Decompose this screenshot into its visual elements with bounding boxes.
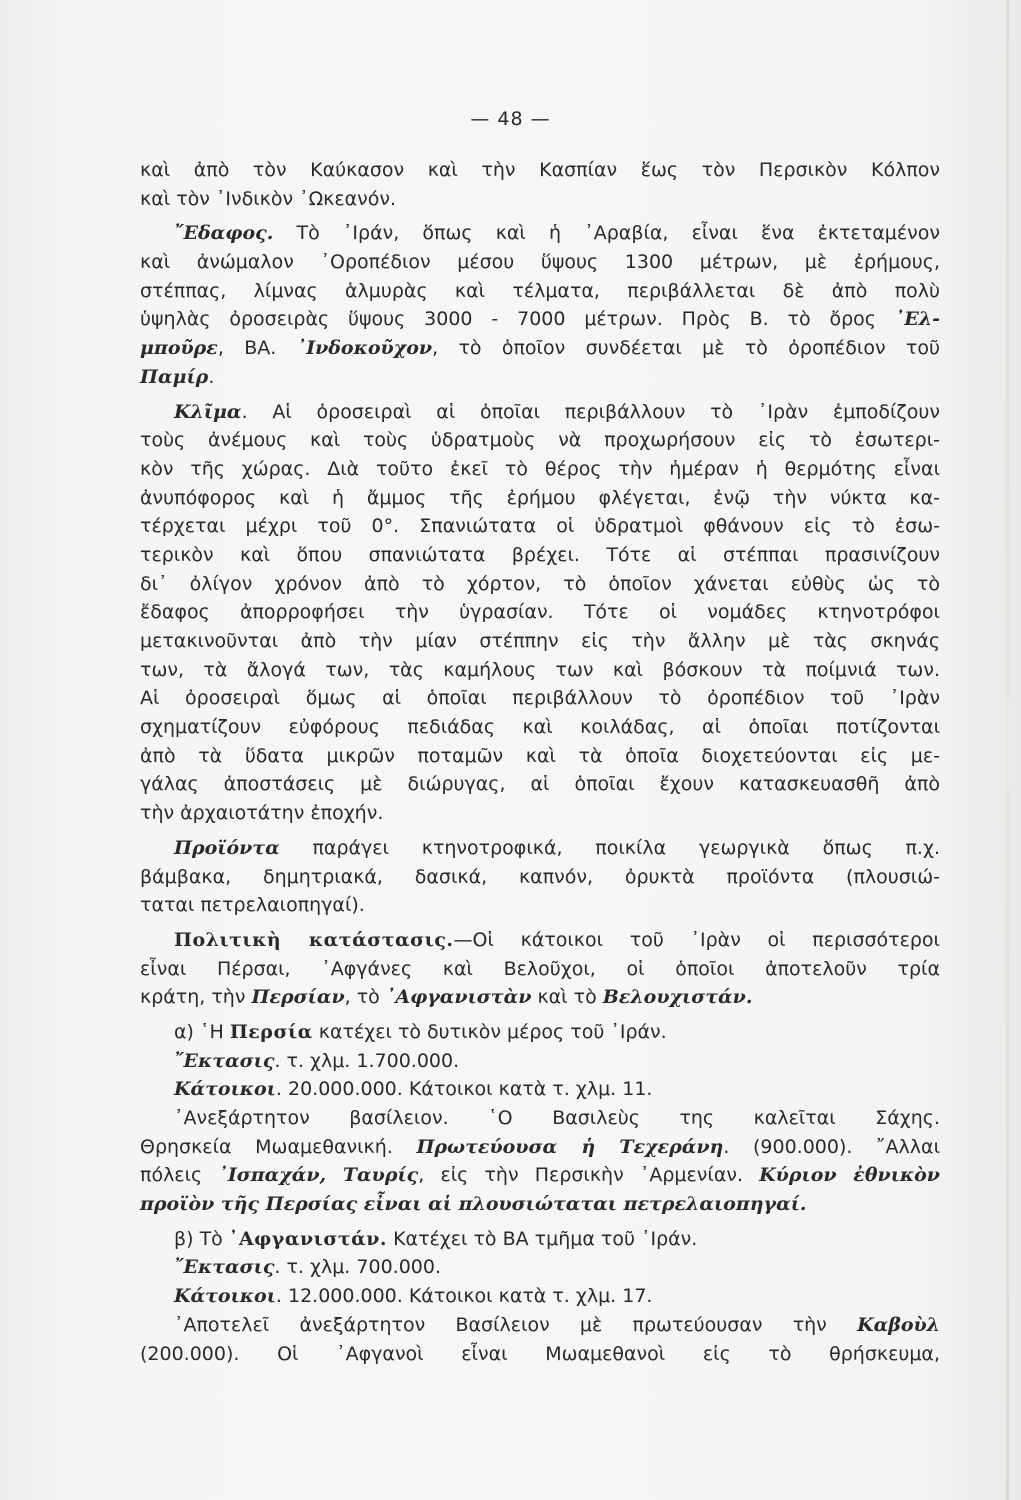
text-line bbox=[140, 1225, 940, 1254]
text-span: . bbox=[208, 365, 215, 388]
text-line bbox=[140, 334, 940, 363]
text-span: α) ῾Η bbox=[174, 1020, 230, 1043]
text-span: Τὸ ᾿Ιράν, ὅπως καὶ ἡ ᾿Αραβία, εἶναι ἕνα ἐκτεταμένον bbox=[273, 222, 940, 245]
text-line: στέππας, λίμνας ἁλμυρὰς καὶ τέλματα, περιβάλλεται δὲ ἀπὸ πολὺ bbox=[140, 279, 940, 302]
text-line bbox=[140, 305, 940, 334]
text-span: . (900.000). ῎Αλλαι bbox=[723, 1135, 940, 1158]
main-product-label: Κύριον ἐθνικὸν bbox=[759, 1164, 940, 1187]
text-line: τὴν ἀρχαιοτάτην ἐποχήν. bbox=[140, 802, 384, 825]
text-span: β) Τὸ bbox=[174, 1227, 229, 1250]
text-line bbox=[140, 363, 940, 392]
text-span: , ΒΑ. bbox=[217, 337, 297, 360]
text-line: τοὺς ἀνέμους καὶ τοὺς ὑδρατμοὺς νὰ προχωρήσουν εἰς τὸ ἐσωτερι- bbox=[140, 429, 940, 452]
heading-terrain: ῎Εδαφος. bbox=[174, 222, 274, 245]
text-line bbox=[140, 1047, 940, 1076]
text-span: , εἰς τὴν Περσικὴν ᾿Αρμενίαν. bbox=[418, 1164, 760, 1187]
text-span: . τ. χλμ. 700.000. bbox=[274, 1256, 441, 1279]
label-population: Κάτοικοι bbox=[174, 1285, 276, 1308]
text-span: ᾿Αποτελεῖ ἀνεξάρτητον Βασίλειον μὲ πρωτεύουσαν τὴν bbox=[174, 1313, 858, 1336]
place-name: ᾿Ινδοκοῦχον bbox=[296, 337, 433, 360]
text-line: καὶ ἀνώμαλον ᾿Οροπέδιον μέσου ὕψους 1300 μέτρων, μὲ ἐρήμους, bbox=[140, 251, 940, 274]
text-span: Κατέχει τὸ ΒΑ τμῆμα τοῦ ᾿Ιράν. bbox=[387, 1227, 698, 1250]
text-line bbox=[140, 1161, 940, 1190]
text-line: των, τὰ ἄλογά των, τὰς καμήλους των καὶ βόσκουν τὰ ποίμνιά των. bbox=[140, 658, 940, 681]
country-name: Περσίαν bbox=[251, 986, 345, 1009]
text-line: Αἱ ὀροσειραὶ ὅμως αἱ ὁποῖαι περιβάλλουν τὸ ὀροπέδιον τοῦ ᾿Ιρὰν bbox=[140, 687, 940, 710]
text-span: κατέχει τὸ δυτικὸν μέρος τοῦ ᾿Ιράν. bbox=[312, 1020, 667, 1043]
country-name: Βελουχιστάν. bbox=[602, 986, 753, 1009]
text-span: , τὸ bbox=[344, 986, 386, 1009]
heading-climate: Κλῖμα bbox=[174, 400, 242, 423]
text-line bbox=[140, 1075, 940, 1104]
text-line: εἶναι Πέρσαι, ᾿Αφγάνες καὶ Βελοῦχοι, οἱ ὁποῖοι ἀποτελοῦν τρία bbox=[140, 957, 940, 980]
text-span: καὶ τὸ bbox=[531, 986, 603, 1009]
text-span: κράτη, τὴν bbox=[140, 986, 252, 1009]
text-line bbox=[140, 1133, 940, 1162]
text-span: —Οἱ κάτοικοι τοῦ ᾿Ιρὰν οἱ περισσότεροι bbox=[453, 928, 940, 951]
country-name: ᾿Αφγανιστὰν bbox=[385, 986, 532, 1009]
text-line: μετακινοῦνται ἀπὸ τὴν μίαν στέππην εἰς τὴν ἄλλην μὲ τὰς σκηνάς bbox=[140, 630, 940, 652]
text-line bbox=[140, 1311, 940, 1340]
text-line bbox=[140, 1253, 940, 1282]
text-line: ἔδαφος ἀπορροφήσει τὴν ὑγρασίαν. Τότε οἱ νομάδες κτηνοτρόφοι bbox=[140, 601, 940, 624]
label-area: ῎Εκτασις bbox=[174, 1049, 275, 1072]
capital-name: Καβοὺλ bbox=[857, 1313, 940, 1336]
section-afghanistan: ᾿Αφγανιστάν. bbox=[228, 1227, 388, 1250]
text-span: . 20.000.000. Κάτοικοι κατὰ τ. χλμ. 11. bbox=[275, 1078, 653, 1101]
city-names: ᾿Ισπαχάν, Ταυρίς bbox=[218, 1164, 419, 1187]
heading-political-situation: Πολιτικὴ κατάστασις. bbox=[174, 928, 454, 951]
place-name: ᾿Ελ- bbox=[894, 308, 940, 331]
text-line: κὸν τῆς χώρας. Διὰ τοῦτο ἐκεῖ τὸ θέρος τὴν ἡμέραν ἡ θερμότης εἶναι bbox=[140, 457, 940, 480]
text-line: ταται πετρελαιοπηγαί). bbox=[140, 894, 365, 917]
text-line: καὶ ἀπὸ τὸν Καύκασον καὶ τὴν Κασπίαν ἕως τὸν Περσικὸν Κόλπον bbox=[140, 159, 940, 181]
capital-name: Πρωτεύουσα ἡ Τεχεράνη bbox=[416, 1135, 724, 1158]
text-span: παράγει κτηνοτροφικά, ποικίλα γεωργικὰ ὅπως π.χ. bbox=[279, 836, 940, 859]
text-line bbox=[140, 1018, 940, 1047]
text-line: ἀνυπόφορος καὶ ἡ ἄμμος τῆς ἐρήμου φλέγεται, ἐνῷ τὴν νύκτα κα- bbox=[140, 486, 940, 509]
place-name: μποῦρε bbox=[140, 337, 218, 360]
text-line bbox=[140, 834, 940, 863]
text-line: καὶ τὸν ᾿Ινδικὸν ᾿Ωκεανόν. bbox=[140, 187, 397, 210]
text-line: ᾿Ανεξάρτητον βασίλειον. ῾Ο Βασιλεὺς της καλεῖται Σάχης. bbox=[174, 1107, 940, 1129]
text-span: , τὸ ὁποῖον συνδέεται μὲ τὸ ὀροπέδιον τοῦ bbox=[432, 337, 940, 360]
text-line: γάλας ἀποστάσεις μὲ διώρυγας, αἱ ὁποῖαι ἔχουν κατασκευασθῆ ἀπὸ bbox=[140, 773, 940, 796]
section-persia: Περσία bbox=[229, 1020, 313, 1043]
text-line: τέρχεται μέχρι τοῦ 0°. Σπανιώτατα οἱ ὑδρατμοὶ φθάνουν εἰς τὸ ἐσω- bbox=[140, 515, 940, 538]
text-line: σχηματίζουν εὐφόρους πεδιάδας καὶ κοιλάδας, αἱ ὁποῖαι ποτίζονται bbox=[140, 716, 940, 739]
text-line bbox=[140, 1282, 940, 1311]
text-span: πόλεις bbox=[140, 1164, 219, 1187]
text-line bbox=[140, 983, 940, 1012]
text-line bbox=[140, 219, 940, 248]
text-line bbox=[140, 398, 940, 427]
page-number: — 48 — bbox=[470, 108, 551, 130]
text-span: Θρησκεία Μωαμεθανική. bbox=[140, 1135, 417, 1158]
text-line: βάμβακα, δημητριακά, δασικά, καπνόν, ὀρυκτὰ προϊόντα (πλουσιώ- bbox=[140, 865, 940, 888]
text-line: προϊὸν τῆς Περσίας εἶναι αἱ πλουσιώταται πετρελαιοπηγαί. bbox=[140, 1193, 807, 1216]
text-span: ὑψηλὰς ὀροσειρὰς ὕψους 3000 - 7000 μέτρων. Πρὸς Β. τὸ ὄρος bbox=[140, 308, 895, 331]
text-span: . τ. χλμ. 1.700.000. bbox=[274, 1049, 460, 1072]
label-area: ῎Εκτασις bbox=[174, 1256, 275, 1279]
text-line: τερικὸν καὶ ὅπου σπανιώτατα βρέχει. Τότε αἱ στέππαι πρασινίζουν bbox=[140, 543, 940, 566]
text-span: . Αἱ ὀροσειραὶ αἱ ὁποῖαι περιβάλλουν τὸ ᾿Ιρὰν ἐμποδίζουν bbox=[241, 400, 940, 423]
place-name: Παμίρ bbox=[140, 365, 209, 388]
label-population: Κάτοικοι bbox=[174, 1078, 276, 1101]
heading-products: Προϊόντα bbox=[174, 836, 280, 859]
text-line: (200.000). Οἱ ᾿Αφγανοὶ εἶναι Μωαμεθανοὶ εἰς τὸ θρήσκευμα, bbox=[140, 1342, 940, 1365]
text-span: . 12.000.000. Κάτοικοι κατὰ τ. χλμ. 17. bbox=[275, 1285, 653, 1308]
page-gutter-shadow bbox=[1006, 0, 1009, 1500]
text-line: ἀπὸ τὰ ὕδατα μικρῶν ποταμῶν καὶ τὰ ὁποῖα διοχετεύονται εἰς με- bbox=[140, 744, 940, 767]
text-line bbox=[140, 926, 940, 955]
text-line: δι᾿ ὀλίγον χρόνον ἀπὸ τὸ χόρτον, τὸ ὁποῖον χάνεται εὐθὺς ὡς τὸ bbox=[140, 572, 940, 595]
body-text bbox=[140, 156, 940, 1368]
